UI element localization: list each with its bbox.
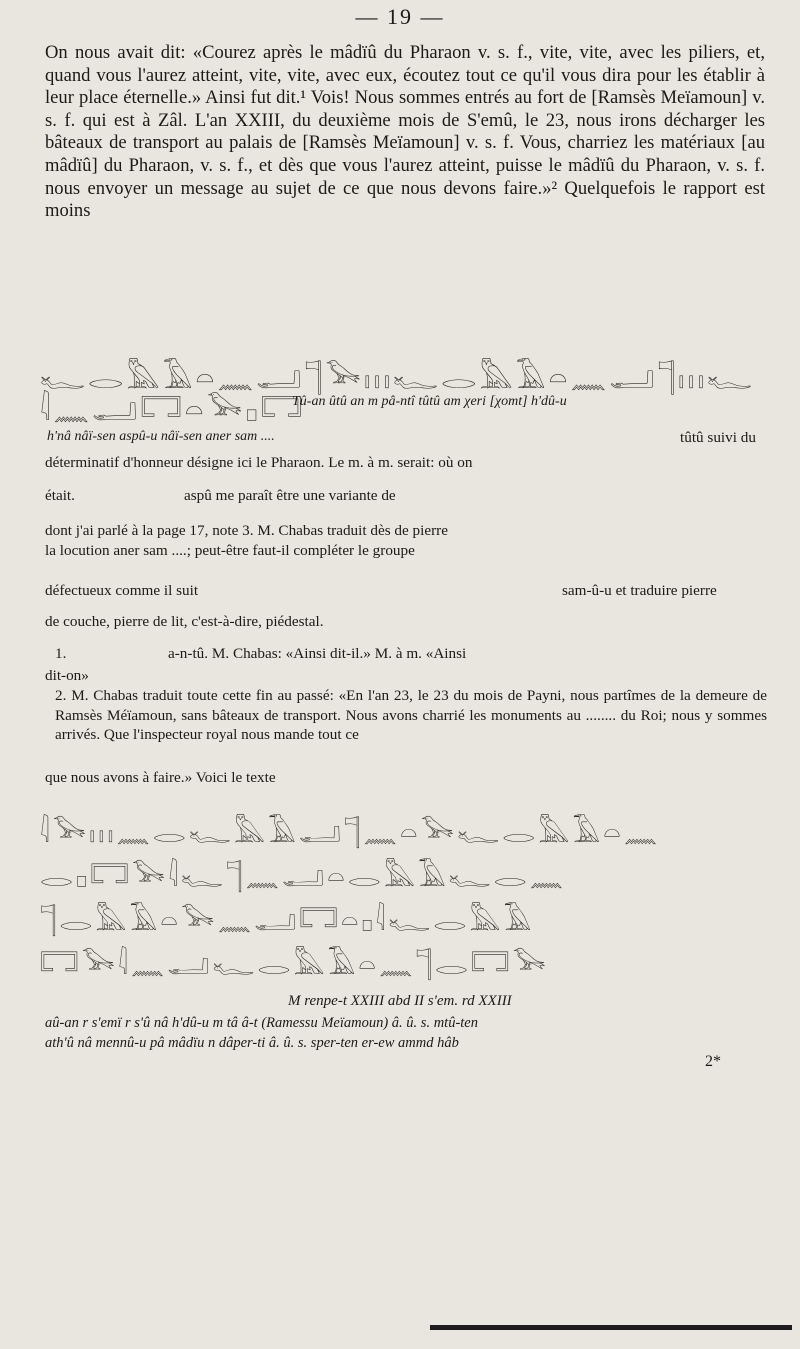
hieroglyph-line-1: 𓆑𓂋𓅓𓄿𓏏𓈖𓂝𓊹𓅨𓏥𓆑𓂋𓅓𓄿𓏏𓈖𓂝𓊹𓏥𓆑 [40, 361, 756, 396]
note-line-5: la locution aner sam ....; peut-être faut-il compléter le groupe [45, 542, 415, 559]
bottom-rule [430, 1325, 792, 1330]
translit-block-3: ath'û nâ mennû-u pâ mâdïu n dâper-ti â. û. s. sper-ten er-ew ammd hâb [45, 1035, 459, 1051]
page-number: — 19 — [355, 4, 445, 29]
note-line-13: que nous avons à faire.» Voici le texte [45, 769, 276, 786]
note-line-11: dit-on» [45, 667, 89, 684]
transliteration-h-nd: h'nâ nâï-sen aspû-u nâï-sen aner sam .... [47, 429, 275, 444]
note-line-4: dont j'ai parlé à la page 17, note 3. M. Chabas traduit dès de pierre [45, 522, 448, 539]
hieroglyph-block-row-3: 𓊹𓂋𓅓𓄿𓏏𓅨𓈖𓂝𓉐𓏏𓊪𓇋𓆑𓂋𓅓𓄿 [40, 904, 535, 937]
note-line-9: 1. [55, 645, 67, 662]
main-paragraph: On nous avait dit: «Courez après le mâdïû du Pharaon v. s. f., vite, vite, avec les piliers, et, quand vous l'aurez atteint, vite, vite, avec eux, écoutez tout ce qu'il vous dira pour les établir à leur place éternelle.» Ainsi fut dit.¹ Vois! Nous sommes entrés au fort de [Ramsès Meïamoun] v. s. f. qui est à Zâl. L'an XXIII, du deuxième mois de S'emû, le 23, nous irons décharger les bâteaux de transport au palais de [Ramsès Meïamoun] v. s. f. Vous, charriez les matériaux [au mâdïû] du Pharaon, v. s. f., et dès que vous l'aurez atteint, puisse le mâdïû du Pharaon, v. s. f. nous envoyer un message au sujet de ce que nous devons faire.»² Quelquefois le rapport est moins [45, 42, 765, 222]
hieroglyph-block-row-2: 𓂋𓊪𓉐𓅨𓇋𓆑𓊹𓈖𓂝𓏏𓂋𓅓𓄿𓆑𓂋𓈖 [40, 860, 567, 893]
note-line-7: sam-û-u et traduire pierre [562, 582, 717, 599]
note-line-10: a-n-tû. M. Chabas: «Ainsi dit-il.» M. à m. «Ainsi [168, 645, 467, 662]
hieroglyph-line-2: 𓇋𓈖𓂝𓉐𓏏𓅨𓊪𓉐 [40, 393, 306, 428]
translit-block-2: aû-an r s'emï r s'û nâ h'dû-u m tâ â-t (Ramessu Meïamoun) â. û. s. mtû-ten [45, 1015, 478, 1031]
note-line-1: déterminatif d'honneur désigne ici le Pharaon. Le m. à m. serait: où on [45, 454, 473, 471]
note-line-2: était. [45, 487, 75, 504]
hieroglyph-block-row-4: 𓉐𓅨𓇋𓈖𓂝𓆑𓂋𓅓𓄿𓏏𓈖𓊹𓂋𓉐𓅨 [40, 948, 550, 981]
hieroglyph-block-row-1: 𓇋𓅨𓏥𓈖𓂋𓆑𓅓𓄿𓂝𓊹𓈖𓏏𓅨𓆑𓂋𓅓𓄿𓏏𓈖 [40, 816, 661, 849]
note-line-6: défectueux comme il suit [45, 582, 199, 599]
signature-mark: 2* [705, 1053, 721, 1070]
note-line-8: de couche, pierre de lit, c'est-à-dire, piédestal. [45, 613, 324, 630]
note-line-12: 2. M. Chabas traduit toute cette fin au passé: «En l'an 23, le 23 du mois de Payni, nous partîmes de la demeure de Ramsès Méïamoun, sans bâteaux de transport. Nous avons charrié les monuments au ........ du Roi; nous y sommes arrivés. Que l'inspecteur royal nous mande tout ce [55, 687, 767, 743]
transliteration-h-nd-tail: tûtû suivi du [680, 429, 756, 446]
translit-block-1: M renpe-t XXIII abd II s'em. rd XXIII [288, 993, 512, 1009]
note-line-3: aspû me paraît être une variante de [184, 487, 396, 504]
transliteration-1: Tû-an ûtû an m pâ-ntî tûtû am χeri [χomt] h'dû-u [292, 394, 567, 409]
